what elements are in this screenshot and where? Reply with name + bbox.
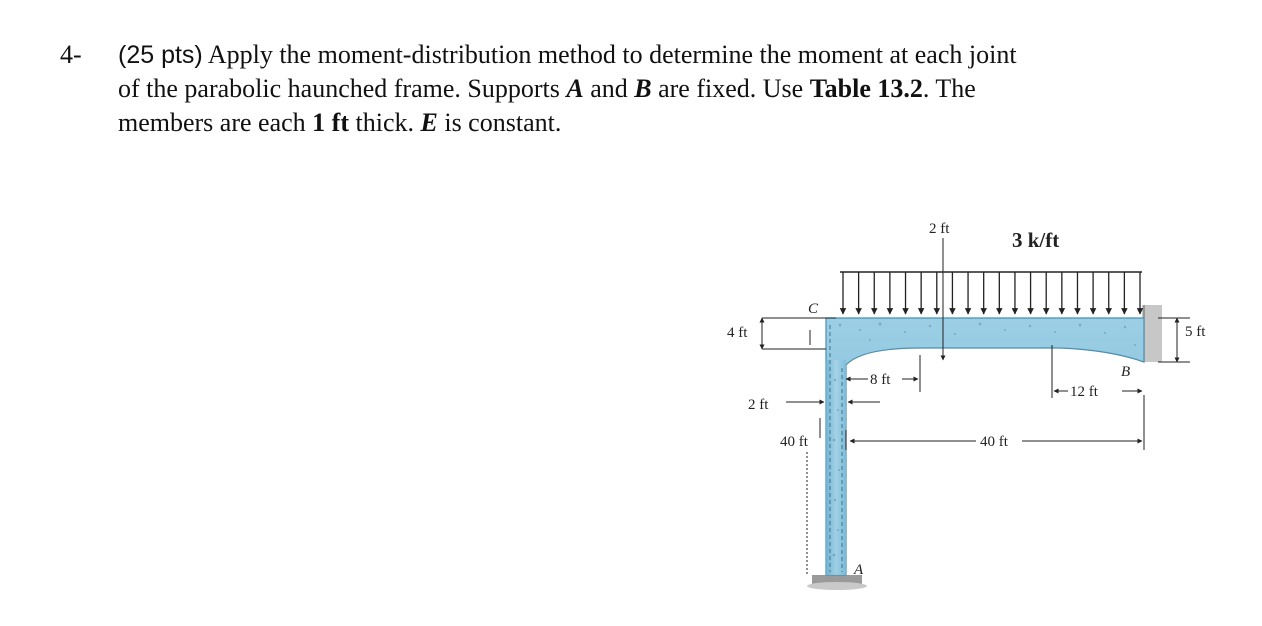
beam-span-label: 40 ft: [980, 434, 1008, 450]
load-label: 3 k/ft: [1012, 228, 1060, 252]
column-height-label: 40 ft: [780, 434, 808, 450]
problem-line-1-text: Apply the moment-distribution method to determine the moment at each joint: [202, 40, 1017, 69]
problem-number: 4-: [60, 40, 82, 69]
haunch-12-label: 12 ft: [1070, 384, 1098, 400]
right-haunch-label: 5 ft: [1185, 324, 1206, 340]
haunch-8-label: 8 ft: [870, 372, 891, 388]
support-a-ref: A: [566, 74, 584, 103]
load-arrows: [843, 272, 1140, 314]
thickness-ref: 1 ft: [312, 108, 349, 137]
top-dim-label: 2 ft: [929, 221, 950, 237]
problem-line-3-text-b: thick.: [349, 108, 421, 137]
joint-a-label: A: [854, 562, 864, 578]
problem-line-3-text-c: is constant.: [437, 108, 562, 137]
problem-line-2-text-a: of the parabolic haunched frame. Supports: [118, 74, 567, 103]
joint-c-label: C: [808, 301, 819, 317]
problem-line-3-text-a: members are each: [118, 108, 313, 137]
problem-line-2-and: and: [583, 74, 635, 103]
problem-points: (25 pts): [118, 41, 203, 69]
column-thickness-label: 2 ft: [748, 397, 769, 413]
table-ref: Table 13.2: [809, 74, 923, 103]
left-haunch-dimension: [762, 318, 826, 349]
left-haunch-label: 4 ft: [727, 325, 748, 341]
support-b-ref: B: [634, 74, 652, 103]
problem-line-2-text-c: . The: [922, 74, 976, 103]
modulus-ref: E: [420, 108, 438, 137]
problem-line-2-text-b: are fixed. Use: [651, 74, 810, 103]
fixed-support-b: [1142, 305, 1162, 362]
joint-b-label: B: [1121, 364, 1131, 380]
